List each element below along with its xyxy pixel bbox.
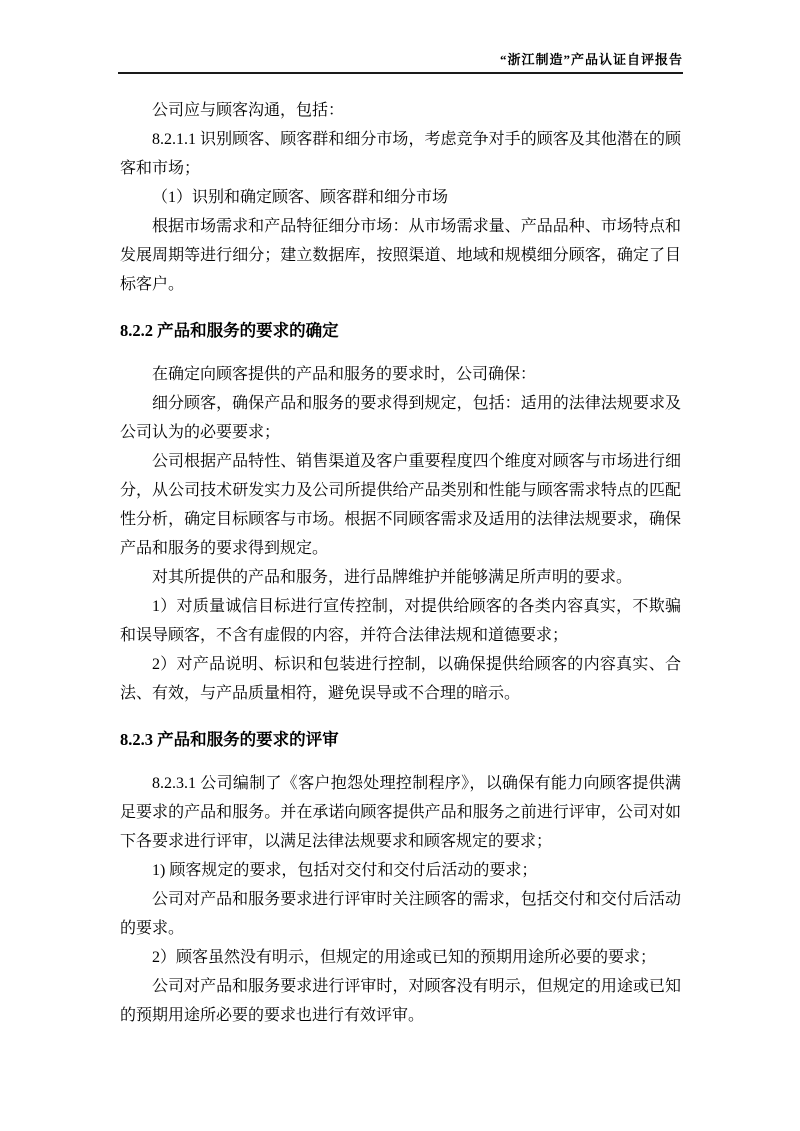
section-heading-8-2-2: 8.2.2 产品和服务的要求的确定	[120, 321, 339, 340]
paragraph-market-segmentation: 根据市场需求和产品特征细分市场：从市场需求量、产品品种、市场特点和发展周期等进行细分；建立数据库，按照渠道、地域和规模细分顾客，确定了目标客户。	[120, 218, 681, 293]
paragraph-review-delivery: 公司对产品和服务要求进行评审时关注顾客的需求，包括交付和交付后活动的要求。	[120, 891, 681, 937]
paragraph-8231: 8.2.3.1 公司编制了《客户抱怨处理控制程序》，以确保有能力向顾客提供满足要求的产品和服务。并在承诺向顾客提供产品和服务之前进行评审，公司对如下各要求进行评审，以满足法律法规要求和顾客规定的要求；	[120, 775, 681, 850]
paragraph-intro-communication: 公司应与顾客沟通，包括：	[152, 102, 345, 119]
paragraph-list-2-labeling: 2）对产品说明、标识和包装进行控制，以确保提供给顾客的内容真实、合法、有效，与产品质量相符，避免误导或不合理的暗示。	[120, 656, 681, 702]
page-header-title: “浙江制造”产品认证自评报告	[499, 52, 683, 67]
document-body	[120, 96, 681, 1030]
paragraph-brand-maintenance: 对其所提供的产品和服务，进行品牌维护并能够满足所声明的要求。	[152, 569, 633, 586]
paragraph-segment-customers: 细分顾客，确保产品和服务的要求得到规定，包括：适用的法律法规要求及公司认为的必要要求；	[120, 395, 681, 441]
paragraph-8211: 8.2.1.1 识别顾客、顾客群和细分市场，考虑竞争对手的顾客及其他潜在的顾客和市场；	[120, 131, 681, 177]
paragraph-list-1-integrity: 1）对质量诚信目标进行宣传控制，对提供给顾客的各类内容真实，不欺骗和误导顾客，不含有虚假的内容，并符合法律法规和道德要求；	[120, 598, 681, 644]
paragraph-list-1-customer-req: 1) 顾客规定的要求，包括对交付和交付后活动的要求；	[152, 862, 538, 879]
page-header	[118, 52, 683, 74]
paragraph-item-1: （1）识别和确定顾客、顾客群和细分市场	[152, 189, 449, 206]
section-heading-8-2-3: 8.2.3 产品和服务的要求的评审	[120, 730, 339, 749]
paragraph-review-implied: 公司对产品和服务要求进行评审时，对顾客没有明示，但规定的用途或已知的预期用途所必要的要求也进行有效评审。	[120, 978, 681, 1024]
paragraph-four-dimensions: 公司根据产品特性、销售渠道及客户重要程度四个维度对顾客与市场进行细分，从公司技术研发实力及公司所提供给产品类别和性能与顾客需求特点的匹配性分析，确定目标顾客与市场。根据不同顾客需求及适用的法律法规要求，确保产品和服务的要求得到规定。	[120, 453, 681, 557]
paragraph-requirements-intro: 在确定向顾客提供的产品和服务的要求时，公司确保：	[152, 366, 537, 383]
paragraph-list-2-implied-req: 2）顾客虽然没有明示，但规定的用途或已知的预期用途所必要的要求；	[152, 949, 657, 966]
